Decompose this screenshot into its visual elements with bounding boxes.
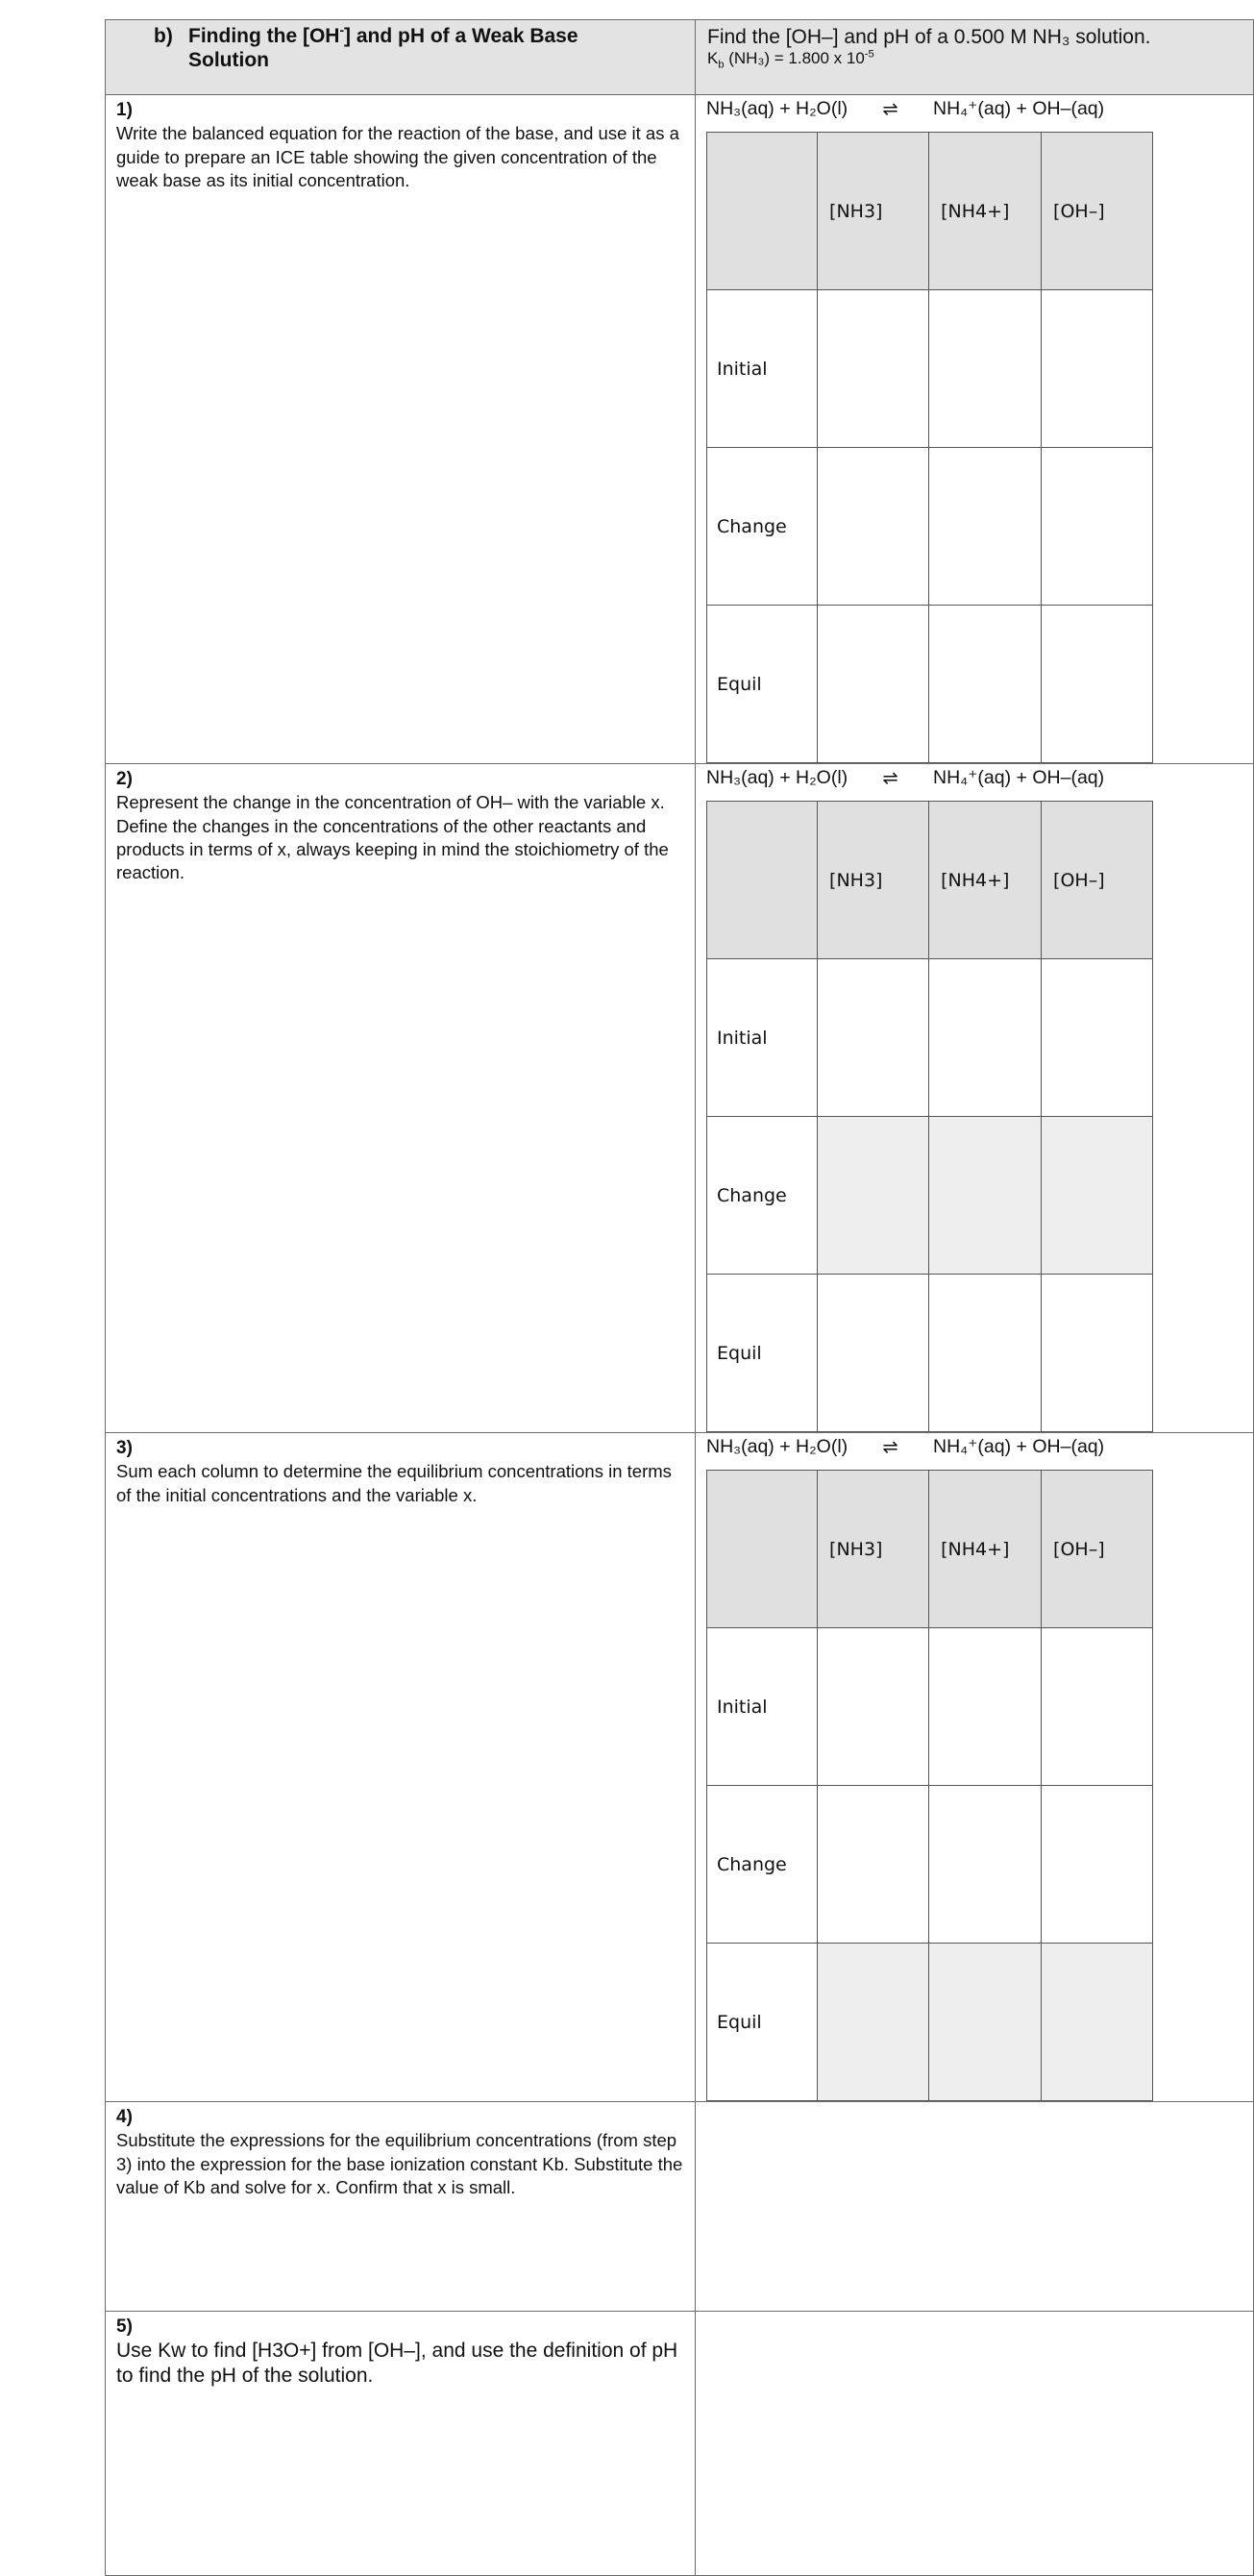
- ice-table: [706, 801, 1153, 1432]
- step-4-work-area[interactable]: [696, 2102, 1254, 2312]
- ice-cell[interactable]: [929, 1628, 1042, 1786]
- ice-cell[interactable]: [818, 448, 929, 606]
- step-number: 2): [116, 769, 133, 789]
- eq-reactant-1: NH₃(aq): [706, 1436, 775, 1457]
- title-sup: -: [339, 23, 345, 37]
- eq-reactant-2: H₂O(l): [796, 1436, 848, 1457]
- equilibrium-arrow-icon: ⇌: [882, 98, 898, 120]
- ice-col-header: [NH4+]: [929, 802, 1042, 959]
- kb-value: [707, 48, 1242, 71]
- ice-row-label: Change: [707, 1117, 818, 1275]
- step-text: Represent the change in the concentration of OH– with the variable x. Define the changes in the concentrations of the other reactants and products in terms of x, always keeping in mind the stoichiometry of the reaction.: [116, 792, 669, 883]
- ice-cell[interactable]: [1042, 1275, 1153, 1432]
- kb-exponent: -5: [864, 48, 874, 61]
- eq-reactant-2: H₂O(l): [796, 767, 848, 788]
- ice-cell[interactable]: [929, 1786, 1042, 1944]
- title-part-3: Solution: [188, 49, 269, 71]
- ice-col-header: [NH4+]: [929, 133, 1042, 290]
- ice-row-label: Change: [707, 1786, 818, 1944]
- step-2-instructions: [106, 764, 696, 1433]
- step-4-instructions: [106, 2102, 696, 2312]
- ice-row-label: Change: [707, 448, 818, 606]
- ice-cell[interactable]: [818, 1275, 929, 1432]
- problem-statement: Find the [OH–] and pH of a 0.500 M NH₃ solution.: [707, 26, 1151, 48]
- step-3-work-area: [696, 1433, 1254, 2102]
- ice-row-label: Initial: [707, 1628, 818, 1786]
- eq-plus: +: [779, 98, 791, 119]
- step-5-work-area[interactable]: [696, 2312, 1254, 2576]
- ice-col-header: [OH–]: [1042, 802, 1153, 959]
- ice-col-header: [NH4+]: [929, 1471, 1042, 1628]
- ice-cell[interactable]: [929, 606, 1042, 763]
- ice-col-header: [OH–]: [1042, 1471, 1153, 1628]
- worksheet-table: [105, 19, 1254, 2576]
- step-text: Sum each column to determine the equilibrium concentrations in terms of the initial concentrations and the variable x.: [116, 1461, 672, 1505]
- ice-cell[interactable]: [1042, 959, 1153, 1117]
- step-row-1: [106, 95, 1254, 764]
- ice-col-header: [OH–]: [1042, 133, 1153, 290]
- eq-reactant-1: NH₃(aq): [706, 767, 775, 788]
- ice-col-header: [NH3]: [818, 802, 929, 959]
- ice-row-label: Equil: [707, 1944, 818, 2101]
- ice-cell[interactable]: [929, 959, 1042, 1117]
- ice-corner: [707, 1471, 818, 1628]
- step-row-2: [106, 764, 1254, 1433]
- step-text: Write the balanced equation for the reaction of the base, and use it as a guide to prepare an ICE table showing the given concentration of the weak base as its initial concentration.: [116, 123, 679, 190]
- ice-cell[interactable]: [818, 290, 929, 448]
- step-2-work-area: [696, 764, 1254, 1433]
- eq-plus: +: [1016, 1436, 1027, 1457]
- ice-cell[interactable]: [1042, 290, 1153, 448]
- step-5-instructions: [106, 2312, 696, 2576]
- ice-cell[interactable]: [929, 1117, 1042, 1275]
- eq-product-1: NH₄⁺(aq): [933, 767, 1012, 788]
- ice-cell[interactable]: [818, 1117, 929, 1275]
- ice-cell[interactable]: [929, 290, 1042, 448]
- kb-label: K: [707, 49, 719, 67]
- step-number: 4): [116, 2107, 133, 2127]
- header-title-cell: [106, 20, 696, 95]
- header-problem-cell: [696, 20, 1254, 95]
- eq-product-1: NH₄⁺(aq): [933, 1436, 1012, 1457]
- step-3-instructions: [106, 1433, 696, 2102]
- ice-corner: [707, 133, 818, 290]
- reaction-equation: [706, 1435, 1253, 1464]
- eq-product-2: OH–(aq): [1032, 767, 1105, 788]
- eq-product-1: NH₄⁺(aq): [933, 98, 1012, 119]
- header-row: [106, 20, 1254, 95]
- step-row-3: [106, 1433, 1254, 2102]
- eq-product-2: OH–(aq): [1032, 1436, 1105, 1457]
- ice-col-header: [NH3]: [818, 1471, 929, 1628]
- equilibrium-arrow-icon: ⇌: [882, 767, 898, 789]
- ice-cell[interactable]: [1042, 606, 1153, 763]
- title-part-1: Finding the [OH: [188, 25, 340, 47]
- reaction-equation: [706, 766, 1253, 795]
- eq-reactant-2: H₂O(l): [796, 98, 848, 119]
- step-number: 5): [116, 2316, 133, 2337]
- step-row-5: [106, 2312, 1254, 2576]
- ice-cell[interactable]: [818, 1944, 929, 2101]
- ice-table: [706, 1470, 1153, 2101]
- ice-cell[interactable]: [818, 959, 929, 1117]
- ice-cell[interactable]: [818, 1628, 929, 1786]
- eq-plus: +: [1016, 767, 1027, 788]
- ice-cell[interactable]: [1042, 1786, 1153, 1944]
- ice-corner: [707, 802, 818, 959]
- ice-cell[interactable]: [929, 1944, 1042, 2101]
- ice-row-label: Initial: [707, 290, 818, 448]
- ice-row-label: Equil: [707, 1275, 818, 1432]
- eq-product-2: OH–(aq): [1032, 98, 1105, 119]
- eq-reactant-1: NH₃(aq): [706, 98, 775, 119]
- ice-cell[interactable]: [818, 1786, 929, 1944]
- ice-cell[interactable]: [1042, 1628, 1153, 1786]
- eq-plus: +: [779, 767, 791, 788]
- step-1-work-area: [696, 95, 1254, 764]
- eq-plus: +: [1016, 98, 1027, 119]
- section-title: [188, 24, 685, 72]
- ice-cell[interactable]: [818, 606, 929, 763]
- step-text: Substitute the expressions for the equilibrium concentrations (from step 3) into the expression for the base ionization constant Kb. Substitute the value of Kb and solve for x. Confirm that x is small.: [116, 2130, 683, 2197]
- equilibrium-arrow-icon: ⇌: [882, 1436, 898, 1458]
- section-label: b): [154, 25, 173, 47]
- kb-rest: (NH₃) = 1.800 x 10: [724, 49, 865, 67]
- step-1-instructions: [106, 95, 696, 764]
- ice-cell[interactable]: [1042, 448, 1153, 606]
- step-number: 1): [116, 100, 133, 120]
- ice-cell[interactable]: [929, 448, 1042, 606]
- ice-row-label: Equil: [707, 606, 818, 763]
- kb-sub: b: [718, 59, 725, 71]
- step-row-4: [106, 2102, 1254, 2312]
- ice-col-header: [NH3]: [818, 133, 929, 290]
- ice-cell[interactable]: [1042, 1944, 1153, 2101]
- title-part-2: ] and pH of a Weak Base: [344, 25, 578, 47]
- step-number: 3): [116, 1438, 133, 1458]
- ice-cell[interactable]: [929, 1275, 1042, 1432]
- ice-table: [706, 132, 1153, 763]
- ice-row-label: Initial: [707, 959, 818, 1117]
- reaction-equation: [706, 97, 1253, 126]
- eq-plus: +: [779, 1436, 791, 1457]
- ice-cell[interactable]: [1042, 1117, 1153, 1275]
- step-text: Use Kw to find [H3O+] from [OH–], and use the definition of pH to find the pH of the solution.: [116, 2340, 678, 2388]
